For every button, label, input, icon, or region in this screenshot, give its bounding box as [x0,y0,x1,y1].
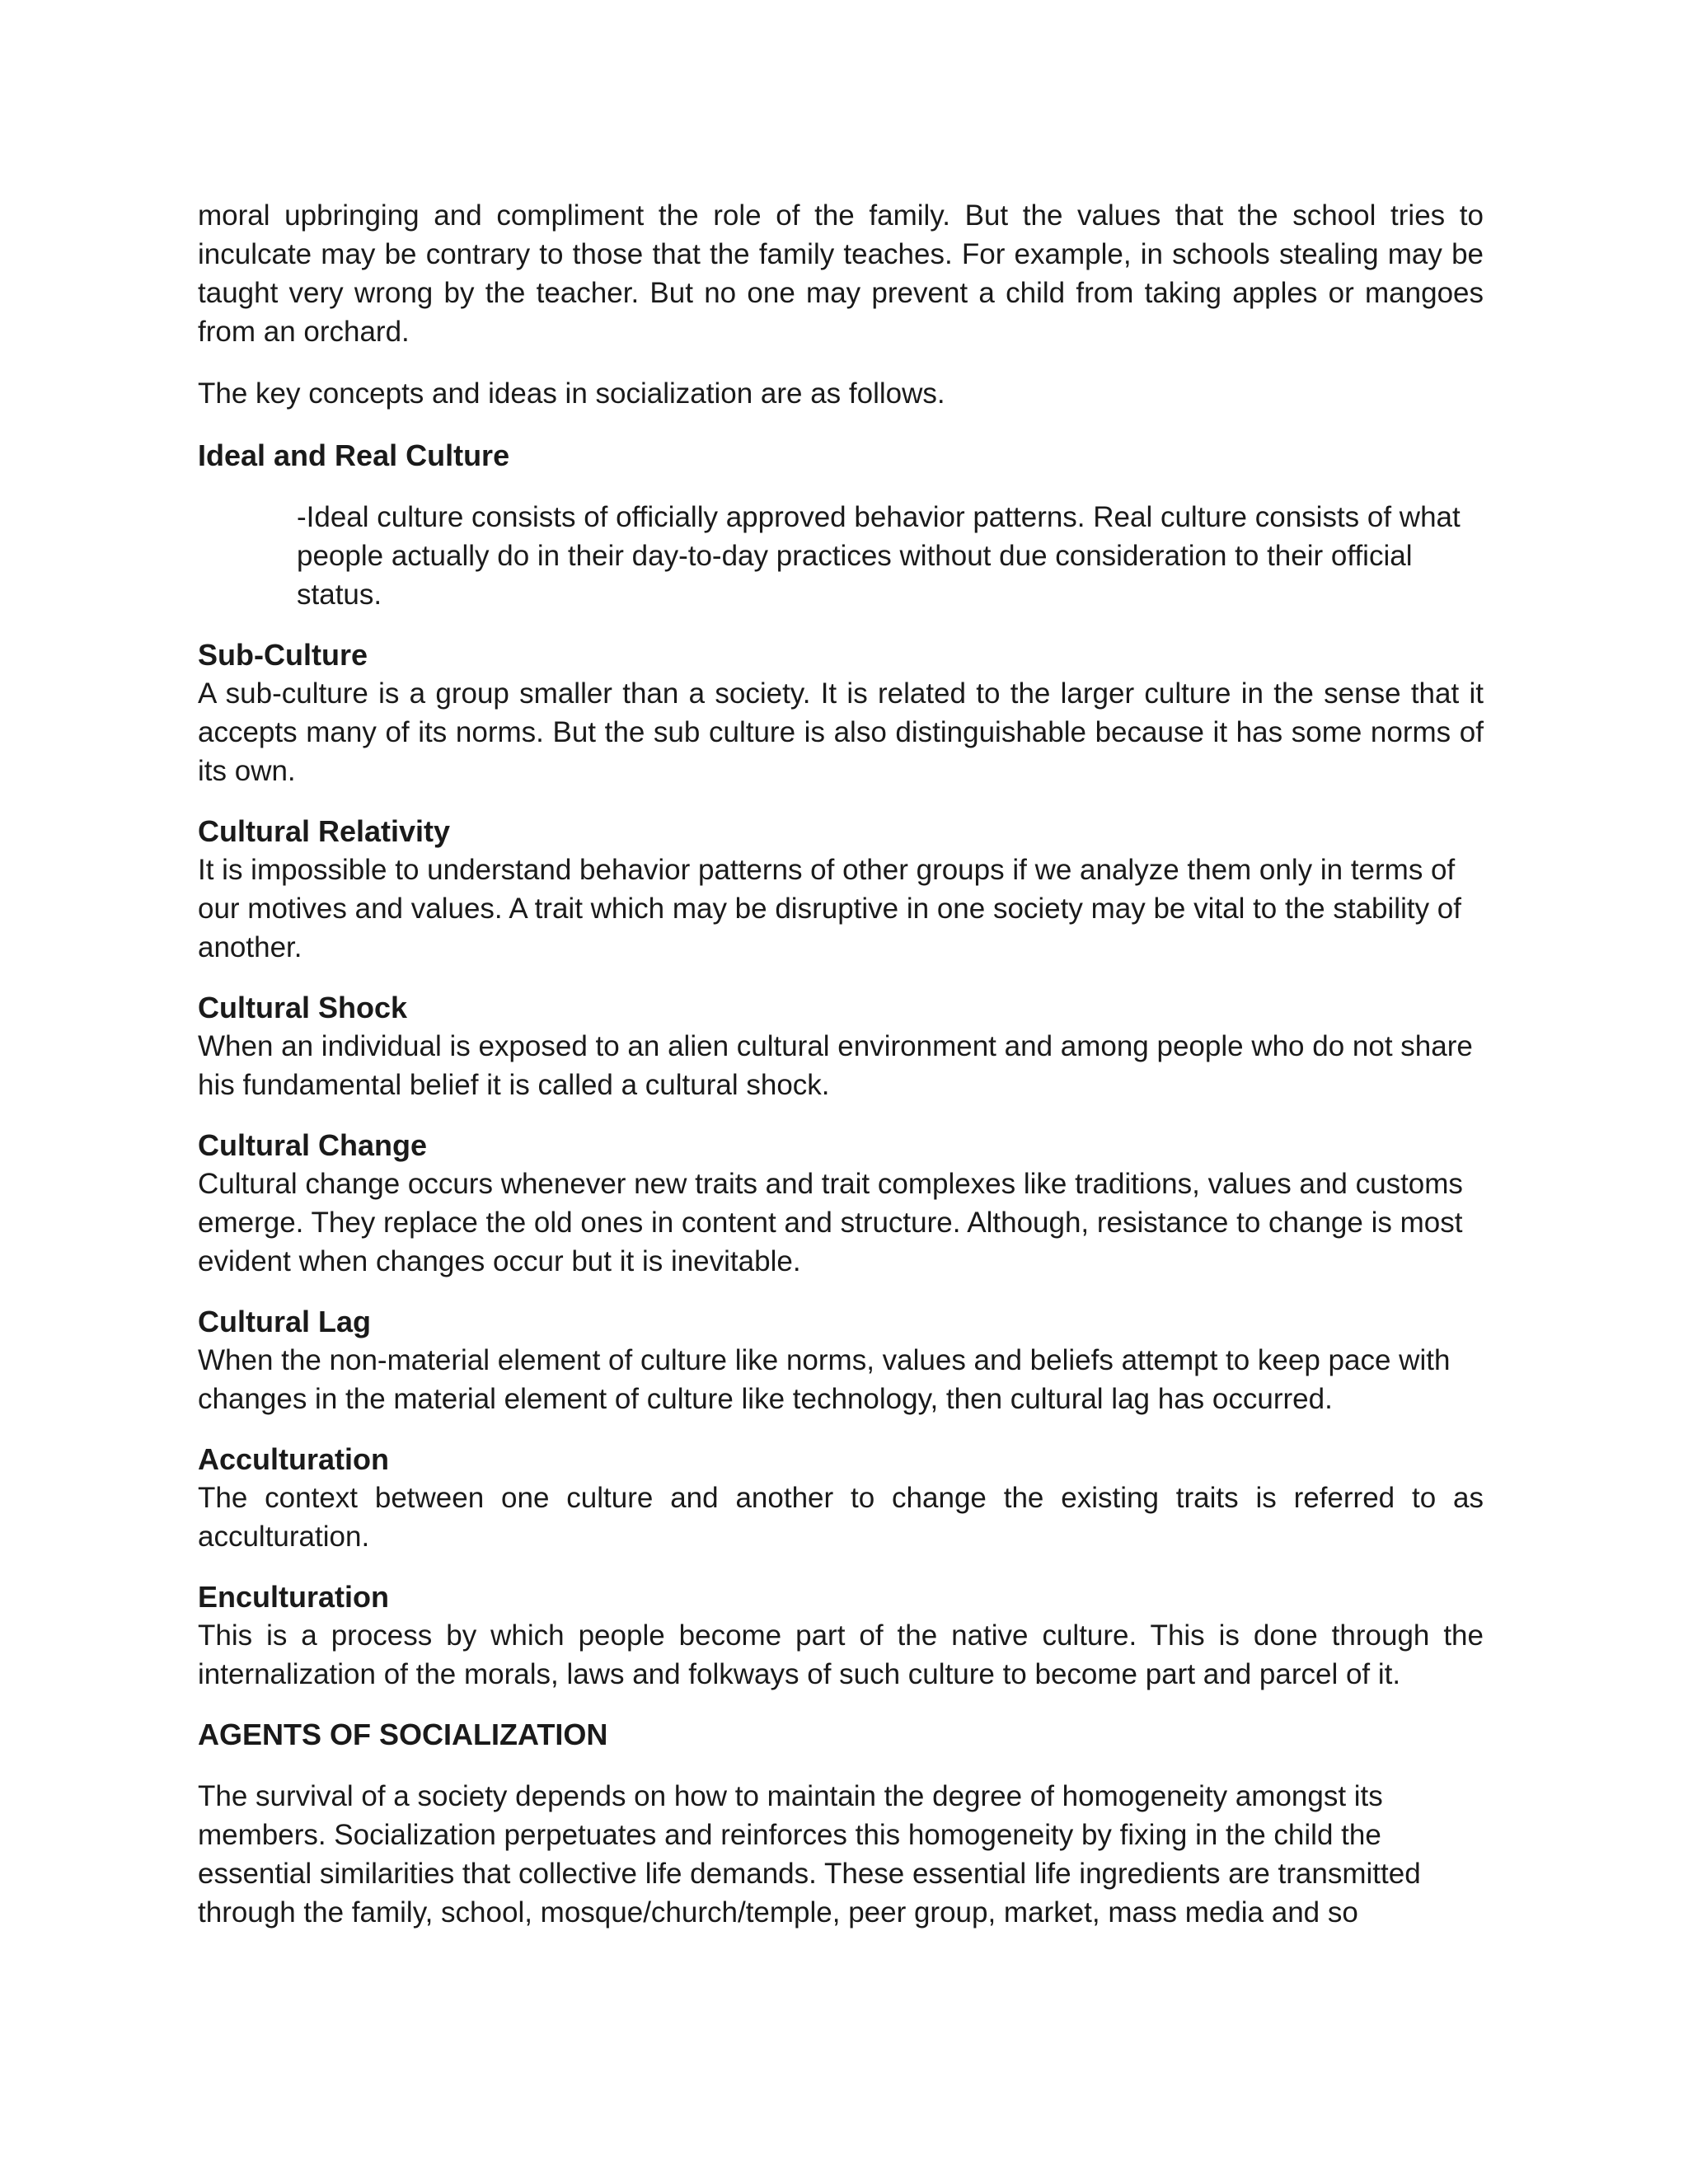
heading-agents-of-socialization: AGENTS OF SOCIALIZATION [198,1718,608,1751]
body-cultural-relativity: It is impossible to understand behavior patterns of other groups if we analyze them only in terms of our motives and values. A trait which may be disruptive in one society may be vital to the stability of another. [198,854,1461,963]
heading-cultural-change: Cultural Change [198,1128,428,1162]
heading-cultural-relativity: Cultural Relativity [198,814,451,848]
body-cultural-lag: When the non-material element of culture like norms, values and beliefs attempt to keep pace with changes in the material element of culture like technology, then cultural lag has occurred. [198,1344,1451,1415]
body-enculturation: This is a process by which people become part of the native culture. This is done through the internalization of the morals, laws and folkways of such culture to become part and parcel of it. [198,1619,1484,1690]
heading-ideal-real-culture: Ideal and Real Culture [198,438,510,472]
body-cultural-shock: When an individual is exposed to an alien cultural environment and among people who do not share his fundamental belief it is called a cultural shock. [198,1030,1473,1101]
intro-paragraph: moral upbringing and compliment the role of the family. But the values that the school tries to inculcate may be contrary to those that the family teaches. For example, in schools stealing may be taught very wrong by the teacher. But no one may prevent a child from taking apples or mangoes from an orchard. [198,199,1484,348]
section-cultural-shock [198,988,1484,1104]
heading-cultural-lag: Cultural Lag [198,1305,372,1338]
section-cultural-lag [198,1302,1484,1418]
body-ideal-real-culture: -Ideal culture consists of officially approved behavior patterns. Real culture consists of what people actually do in their day-to-day practices without due consideration to their official status. [297,501,1461,611]
body-acculturation: The context between one culture and another to change the existing traits is referred to as acculturation. [198,1482,1484,1553]
body-agents-of-socialization: The survival of a society depends on how to maintain the degree of homogeneity amongst its members. Socialization perpetuates and reinforces this homogeneity by fixing in the child the essential similarities that collective life demands. These essential life ingredients are transmitted through the family, school, mosque/church/temple, peer group, market, mass media and so [198,1780,1421,1929]
section-acculturation [198,1440,1484,1556]
heading-sub-culture: Sub-Culture [198,638,368,672]
section-cultural-relativity [198,812,1484,967]
body-sub-culture: A sub-culture is a group smaller than a society. It is related to the larger culture in the sense that it accepts many of its norms. But the sub culture is also distinguishable because it has some norms of its own. [198,677,1484,787]
document-page [198,196,1484,1932]
body-cultural-change: Cultural change occurs whenever new traits and trait complexes like traditions, values and customs emerge. They replace the old ones in content and structure. Although, resistance to change is most evident when changes occur but it is inevitable. [198,1168,1463,1277]
intro-key-concepts: The key concepts and ideas in socialization are as follows. [198,377,945,410]
section-enculturation [198,1577,1484,1694]
heading-acculturation: Acculturation [198,1442,390,1476]
heading-cultural-shock: Cultural Shock [198,991,408,1024]
heading-enculturation: Enculturation [198,1580,389,1614]
section-cultural-change [198,1126,1484,1281]
section-sub-culture [198,635,1484,790]
